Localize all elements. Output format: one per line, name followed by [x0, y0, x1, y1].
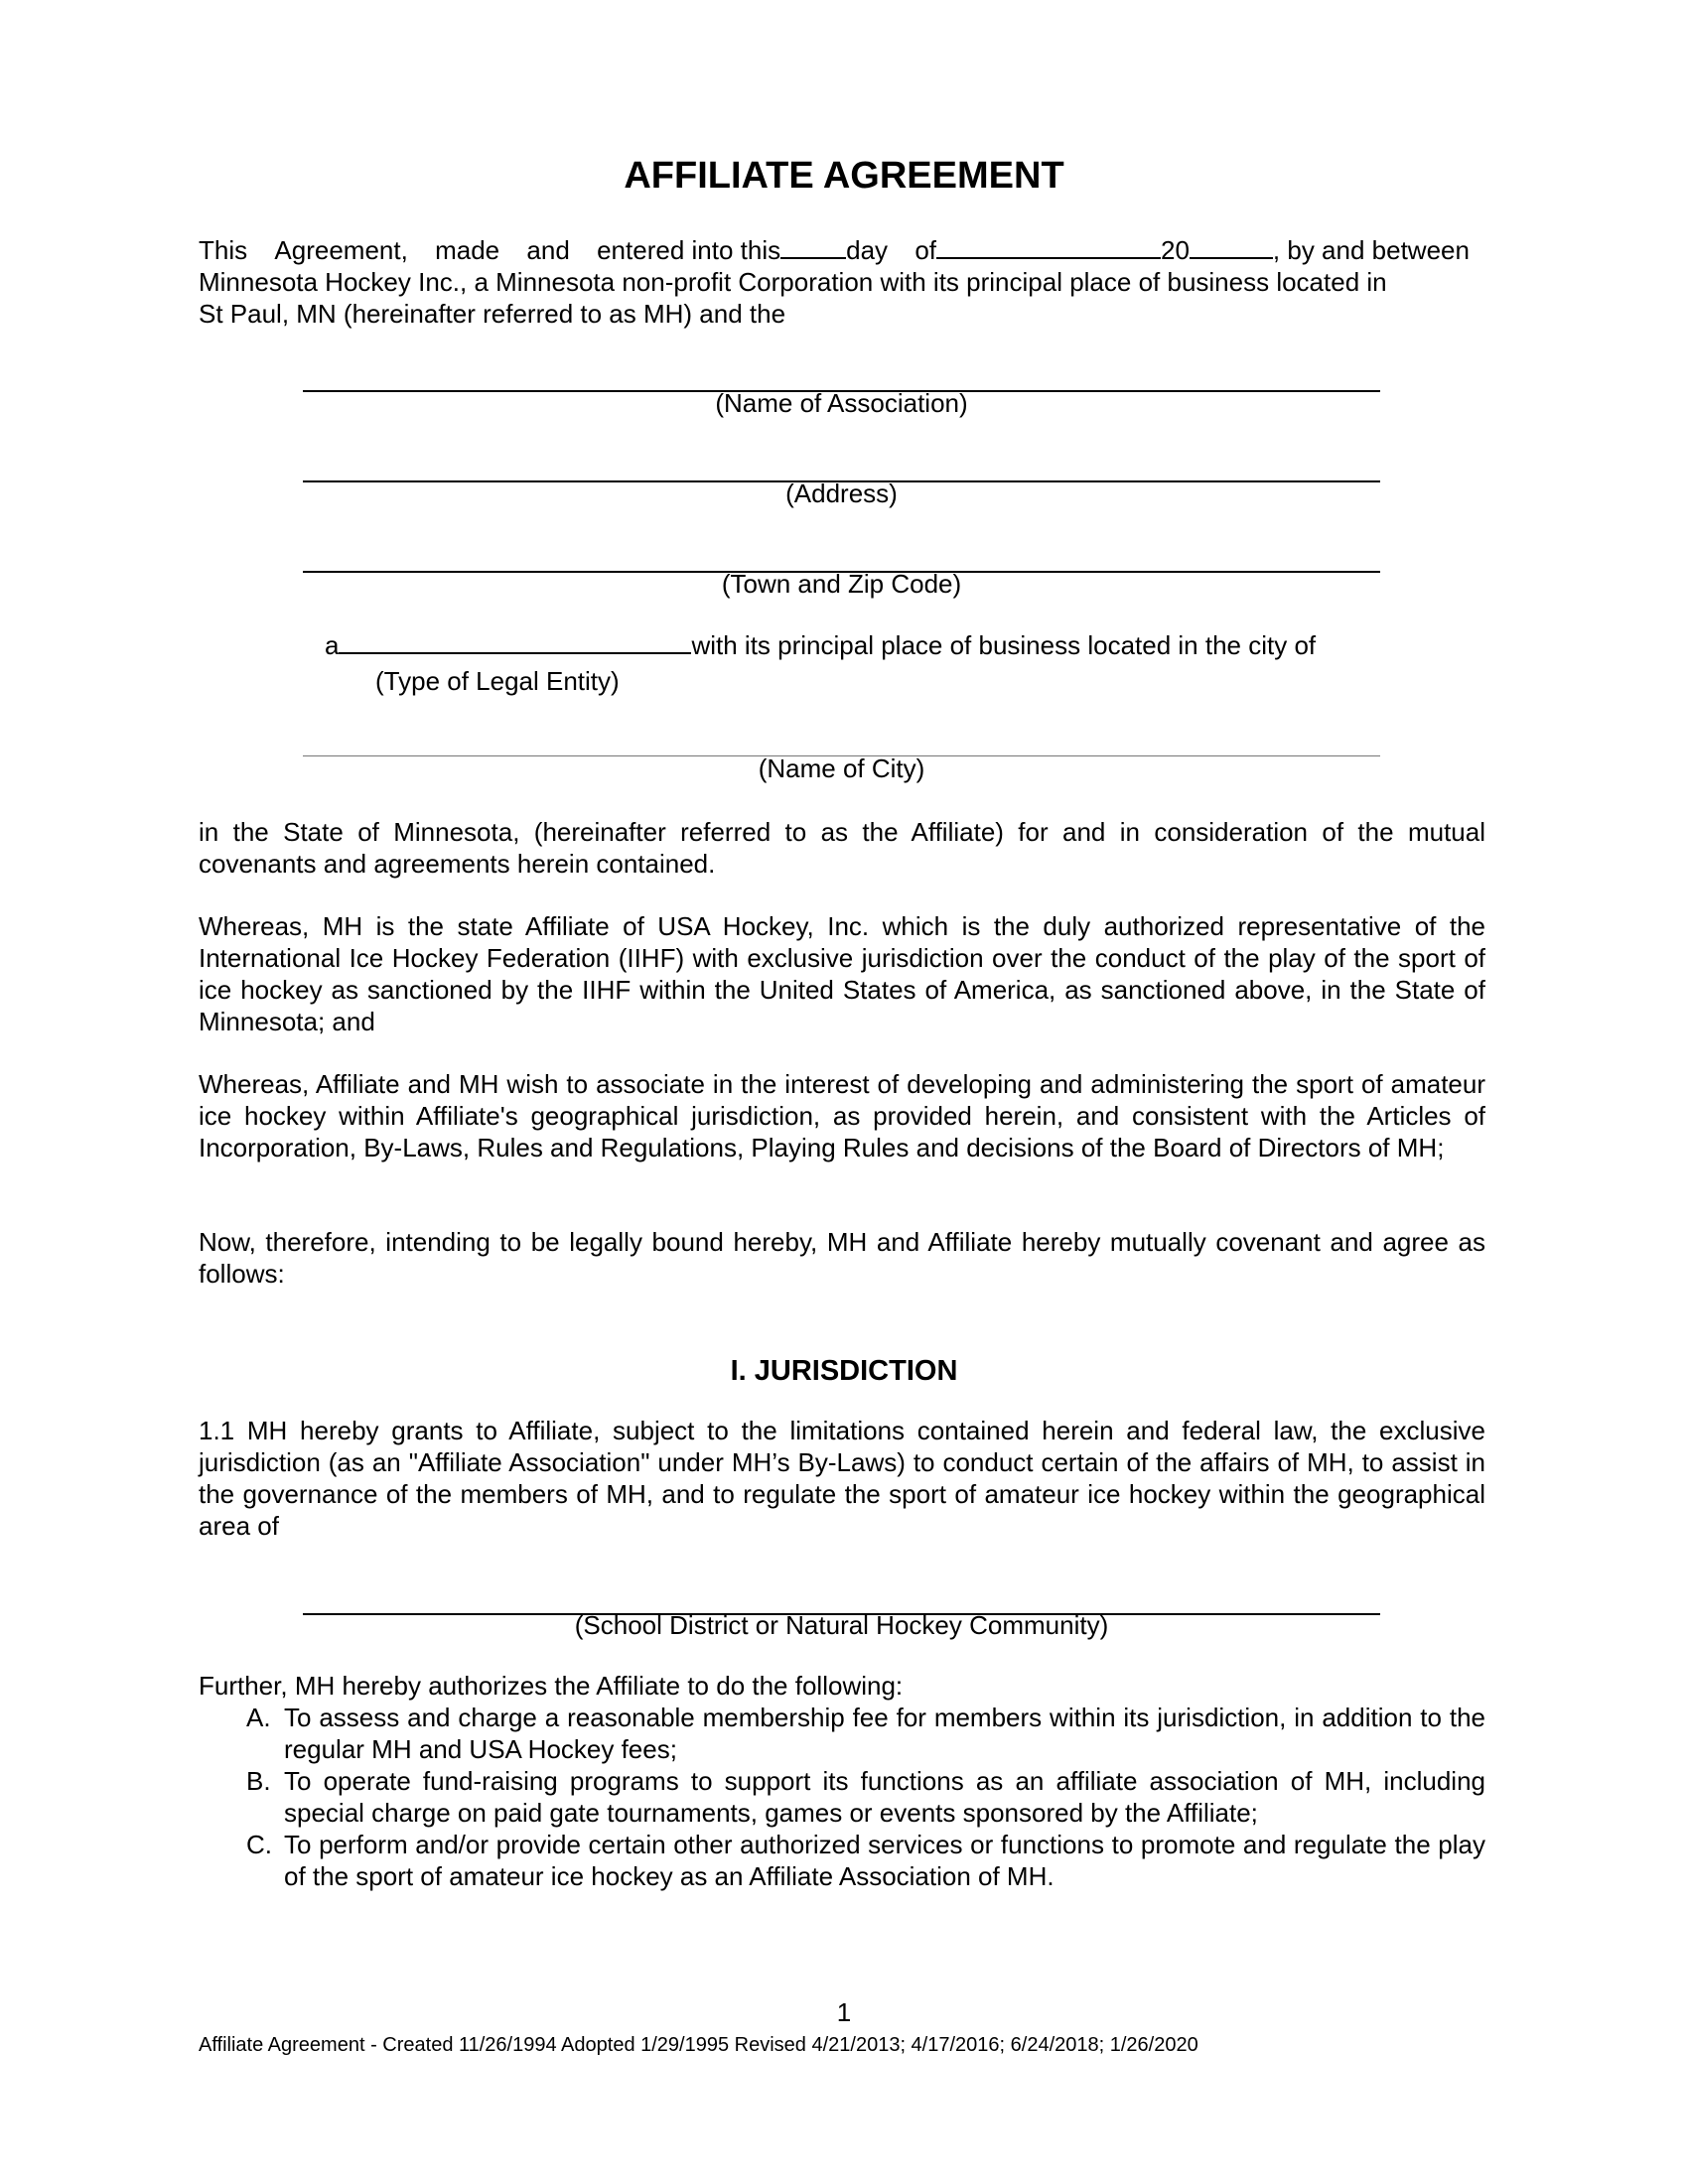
section-heading-jurisdiction: I. JURISDICTION: [730, 1355, 958, 1387]
clause-1-1: 1.1 MH hereby grants to Affiliate, subject to the limitations contained herein and federal law, the exclusive jurisdiction (as an "Affiliate Association" under MH’s By-Laws) to conduct certain of the affairs of MH, to assist in the governance of the members of MH, and to regulate the sport of amateur ice hockey within the geographical area of: [199, 1416, 1485, 1541]
address-caption: (Address): [785, 478, 898, 508]
intro-line-2: Minnesota Hockey Inc., a Minnesota non-profit Corporation with its principal place of business located in: [199, 267, 1387, 297]
entity-prefix: a: [325, 630, 340, 660]
whereas-paragraph-2: Whereas, Affiliate and MH wish to associate in the interest of developing and administering the sport of amateur ice hockey within Affiliate's geographical jurisdiction, as provided herein, and consistent with the Articles of Incorporation, By-Laws, Rules and Regulations, Playing Rules and decisions of the Board of Directors of MH;: [199, 1069, 1485, 1162]
year-blank[interactable]: [1190, 235, 1273, 259]
intro-paragraph: [199, 234, 1485, 330]
list-item: [246, 1765, 1485, 1829]
intro-word: of: [914, 235, 936, 265]
intro-line-1: [199, 234, 1470, 266]
document-title: AFFILIATE AGREEMENT: [624, 155, 1064, 197]
page-footer: Affiliate Agreement - Created 11/26/1994 Adopted 1/29/1995 Revised 4/21/2013; 4/17/2016; 6/24/2018; 1/26/2020: [199, 2034, 1198, 2056]
intro-word: made: [435, 235, 500, 265]
list-item: [246, 1702, 1485, 1765]
entity-suffix: with its principal place of business located in the city of: [691, 630, 1317, 660]
state-paragraph: in the State of Minnesota, (hereinafter referred to as the Affiliate) for and in consideration of the mutual covenants and agreements herein contained.: [199, 817, 1485, 879]
intro-word: Agreement,: [274, 235, 408, 265]
list-marker: B.: [246, 1766, 271, 1796]
legal-entity-blank[interactable]: [339, 630, 691, 654]
intro-line-3: St Paul, MN (hereinafter referred to as MH) and the: [199, 299, 786, 329]
list-marker: C.: [246, 1830, 272, 1859]
month-blank[interactable]: [936, 235, 1161, 259]
intro-word: entered into this: [597, 235, 781, 265]
list-item-text: To operate fund-raising programs to support its functions as an affiliate association of MH, including special charge on paid gate tournaments, games or events sponsored by the Affiliate;: [284, 1766, 1485, 1828]
intro-word: day: [846, 235, 889, 265]
legal-entity-row: [325, 629, 1316, 661]
authorization-list: [246, 1702, 1485, 1892]
list-marker: A.: [246, 1703, 271, 1732]
list-item-text: To assess and charge a reasonable membership fee for members within its jurisdiction, in addition to the regular MH and USA Hockey fees;: [284, 1703, 1485, 1764]
list-item: [246, 1829, 1485, 1892]
intro-word: , by and between: [1272, 235, 1470, 265]
page-number: 1: [836, 1997, 852, 2027]
association-name-caption: (Name of Association): [715, 388, 968, 418]
intro-word: and: [526, 235, 570, 265]
day-blank[interactable]: [780, 235, 846, 259]
now-therefore-paragraph: Now, therefore, intending to be legally bound hereby, MH and Affiliate hereby mutually covenant and agree as follows:: [199, 1227, 1485, 1289]
school-district-caption: (School District or Natural Hockey Community): [574, 1610, 1109, 1640]
further-paragraph: Further, MH hereby authorizes the Affiliate to do the following:: [199, 1671, 904, 1701]
city-caption: (Name of City): [758, 753, 925, 783]
whereas-paragraph-1: Whereas, MH is the state Affiliate of USA Hockey, Inc. which is the duly authorized representative of the International Ice Hockey Federation (IIHF) with exclusive jurisdiction over the conduct of the play of the sport of ice hockey as sanctioned by the IIHF within the United States of America, as sanctioned above, in the State of Minnesota; and: [199, 911, 1485, 1036]
list-item-text: To perform and/or provide certain other authorized services or functions to promote and regulate the play of the sport of amateur ice hockey as an Affiliate Association of MH.: [284, 1830, 1485, 1891]
town-zip-caption: (Town and Zip Code): [721, 569, 962, 599]
intro-word: 20: [1161, 235, 1190, 265]
legal-entity-caption: (Type of Legal Entity): [375, 666, 620, 696]
intro-word: This: [199, 235, 248, 265]
